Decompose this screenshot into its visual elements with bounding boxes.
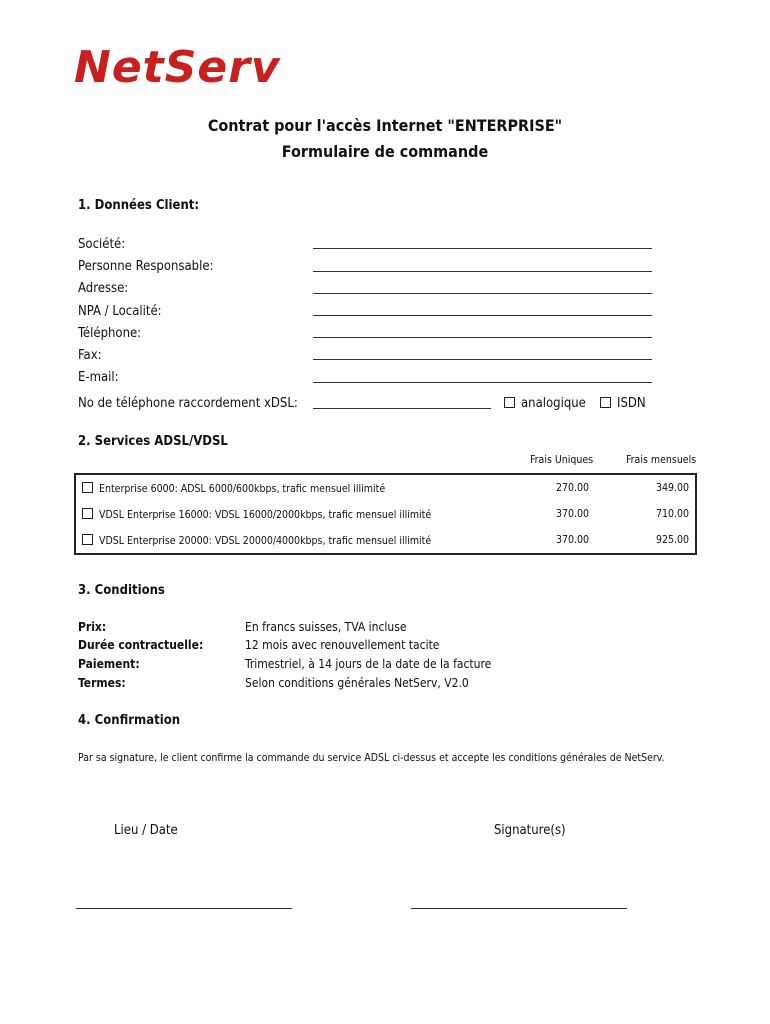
condition-key: Paiement: bbox=[78, 657, 140, 671]
field-label-address: Adresse: bbox=[78, 281, 129, 296]
field-label-fax: Fax: bbox=[78, 348, 102, 363]
field-line-contact[interactable] bbox=[313, 271, 652, 272]
checkbox-analog[interactable] bbox=[504, 397, 515, 408]
condition-key: Termes: bbox=[78, 676, 126, 690]
condition-value: En francs suisses, TVA incluse bbox=[245, 620, 407, 634]
service-option[interactable] bbox=[75, 474, 489, 501]
field-line-fax[interactable] bbox=[313, 359, 652, 360]
field-label-company: Société: bbox=[78, 237, 126, 252]
option-isdn-label: ISDN bbox=[617, 396, 646, 411]
field-label-email: E-mail: bbox=[78, 370, 119, 385]
field-line-phone[interactable] bbox=[313, 337, 652, 338]
option-isdn[interactable] bbox=[600, 396, 646, 411]
field-label-contact: Personne Responsable: bbox=[78, 259, 214, 274]
service-option[interactable] bbox=[75, 501, 489, 527]
service-unique-fee: 370.00 bbox=[555, 534, 589, 546]
section-client-heading: 1. Données Client: bbox=[78, 198, 200, 213]
service-label: VDSL Enterprise 16000: VDSL 16000/2000kbps, trafic mensuel illimité bbox=[99, 508, 432, 521]
condition-key: Durée contractuelle: bbox=[78, 638, 204, 652]
field-line-locality[interactable] bbox=[313, 315, 652, 316]
option-analog-label: analogique bbox=[521, 396, 586, 411]
service-monthly-fee: 925.00 bbox=[655, 534, 689, 546]
place-date-label: Lieu / Date bbox=[114, 823, 178, 838]
service-monthly-fee: 710.00 bbox=[655, 508, 689, 520]
table-row bbox=[75, 474, 696, 501]
condition-key: Prix: bbox=[78, 620, 107, 634]
document-subtitle: Formulaire de commande bbox=[281, 142, 489, 161]
field-label-xdsl-phone: No de téléphone raccordement xDSL: bbox=[78, 396, 298, 411]
field-line-company[interactable] bbox=[313, 248, 652, 249]
signature-line[interactable] bbox=[411, 908, 627, 909]
checkbox-service[interactable] bbox=[82, 534, 93, 545]
checkbox-service[interactable] bbox=[82, 508, 93, 519]
service-monthly-fee: 349.00 bbox=[655, 482, 689, 494]
checkbox-service[interactable] bbox=[82, 482, 93, 493]
col-header-monthly-fees: Frais mensuels bbox=[626, 454, 697, 466]
service-option[interactable] bbox=[75, 527, 489, 554]
confirmation-text: Par sa signature, le client confirme la commande du service ADSL ci-dessus et accepte les conditions générales de NetServ. bbox=[78, 752, 665, 764]
condition-value: Selon conditions générales NetServ, V2.0 bbox=[245, 676, 469, 690]
field-line-email[interactable] bbox=[313, 382, 652, 383]
field-label-locality: NPA / Localité: bbox=[78, 304, 162, 319]
netserv-logo: NetServ bbox=[74, 42, 281, 93]
col-header-unique-fees: Frais Uniques bbox=[530, 454, 594, 466]
condition-value: Trimestriel, à 14 jours de la date de la facture bbox=[245, 657, 492, 671]
condition-value: 12 mois avec renouvellement tacite bbox=[245, 638, 440, 652]
section-services-heading: 2. Services ADSL/VDSL bbox=[78, 434, 228, 449]
services-table bbox=[74, 473, 697, 555]
table-row bbox=[75, 501, 696, 527]
document-title: Contrat pour l'accès Internet "ENTERPRISE" bbox=[207, 116, 563, 135]
signature-label: Signature(s) bbox=[494, 823, 566, 838]
place-date-line[interactable] bbox=[76, 908, 292, 909]
service-unique-fee: 270.00 bbox=[555, 482, 589, 494]
service-unique-fee: 370.00 bbox=[555, 508, 589, 520]
field-line-xdsl-phone[interactable] bbox=[313, 408, 491, 409]
field-label-phone: Téléphone: bbox=[78, 326, 142, 341]
field-line-address[interactable] bbox=[313, 293, 652, 294]
service-label: Enterprise 6000: ADSL 6000/600kbps, trafic mensuel illimité bbox=[99, 482, 386, 495]
checkbox-isdn[interactable] bbox=[600, 397, 611, 408]
option-analog[interactable] bbox=[504, 396, 586, 411]
section-conditions-heading: 3. Conditions bbox=[78, 583, 165, 598]
table-row bbox=[75, 527, 696, 554]
section-confirmation-heading: 4. Confirmation bbox=[78, 713, 181, 728]
service-label: VDSL Enterprise 20000: VDSL 20000/4000kbps, trafic mensuel illimité bbox=[99, 534, 432, 547]
